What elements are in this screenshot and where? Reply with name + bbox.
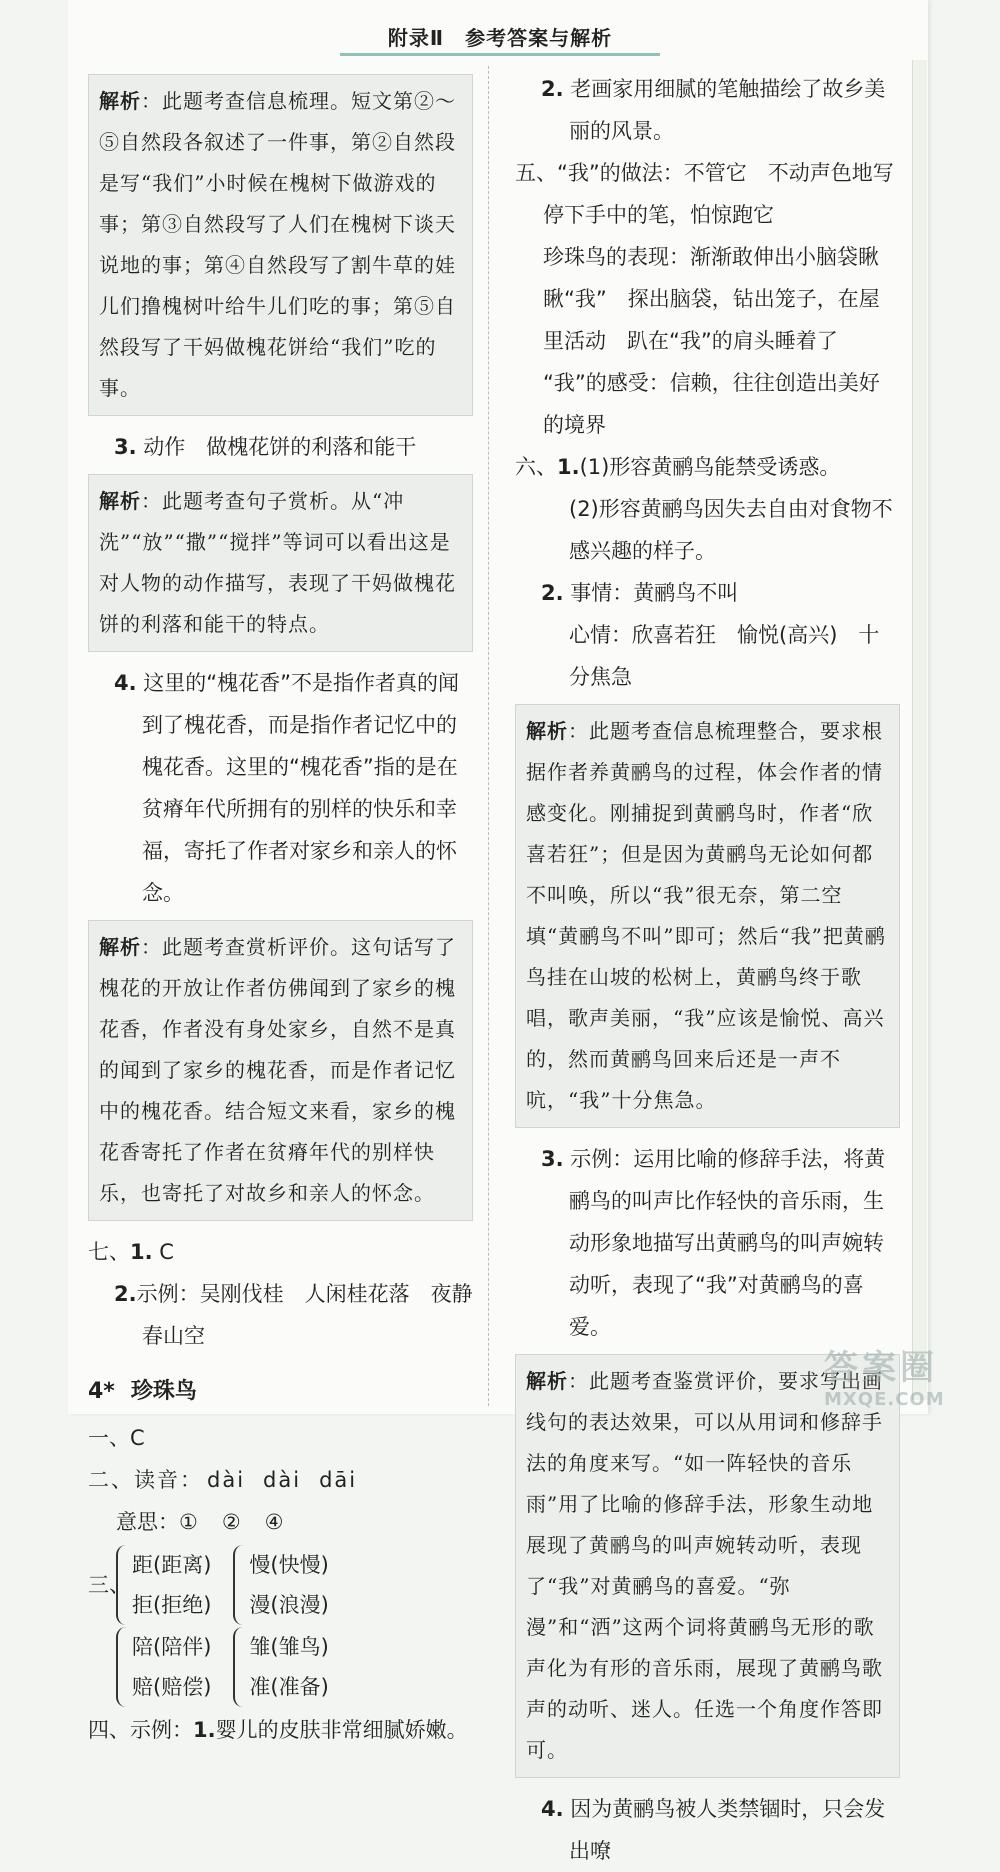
answer-item	[515, 152, 915, 236]
answer-number: 4.	[114, 671, 137, 695]
page-edge	[912, 60, 927, 1400]
section-head: 五、	[515, 161, 557, 185]
answer-text: 示例：运用比喻的修辞手法，将黄鹂鸟的叫声比作轻快的音乐雨，生动形象地描写出黄鹂鸟的叫声婉转动听，表现了“我”对黄鹂鸟的喜爱。	[569, 1147, 886, 1339]
pinyin-value: dài	[207, 1468, 246, 1492]
answer-item	[88, 1459, 473, 1501]
answer-number: 4.	[541, 1797, 564, 1821]
answer-text: 这里的“槐花香”不是指作者真的闻到了槐花香，而是指作者记忆中的槐花香。这里的“槐花香”指的是在贫瘠年代所拥有的别样的快乐和幸福，寄托了作者对家乡和亲人的怀念。	[142, 671, 460, 905]
analysis-label: 解析	[99, 89, 141, 113]
analysis-box	[88, 474, 473, 652]
brace-group	[233, 1545, 328, 1625]
answer-item	[88, 1501, 473, 1543]
answer-text: 因为黄鹂鸟被人类禁锢时，只会发出嘹	[569, 1797, 886, 1863]
answer-number: 2.	[541, 581, 564, 605]
header-title: 附录Ⅱ 参考答案与解析	[387, 26, 613, 50]
section-head: 二、	[88, 1468, 134, 1492]
pinyin-label: 读音：	[134, 1468, 203, 1492]
answer-text: 心情：欣喜若狂 愉悦(高兴) 十分焦急	[569, 623, 880, 689]
lesson-number: 4*	[88, 1379, 115, 1404]
answer-text: 珍珠鸟的表现：渐渐敢伸出小脑袋瞅瞅“我” 探出脑袋，钻出笼子，在屋里活动 趴在“我”的肩头睡着了	[543, 245, 880, 353]
brace-item: 漫(浪漫)	[249, 1593, 329, 1617]
answer-number: 1.	[130, 1240, 153, 1264]
right-column	[515, 68, 915, 1872]
answer-item	[515, 1138, 900, 1348]
analysis-box	[88, 920, 473, 1221]
brace-icon	[233, 1545, 245, 1625]
brace-item: 陪(陪伴)	[132, 1635, 212, 1659]
brace-item: 拒(拒绝)	[132, 1593, 212, 1617]
meaning-value: ①	[179, 1510, 198, 1534]
answer-text: (1)形容黄鹂鸟能禁受诱惑。	[579, 455, 841, 479]
answer-text: “我”的感受：信赖，往往创造出美好的境界	[543, 371, 880, 437]
pinyin-value: dāi	[319, 1468, 358, 1492]
answer-text: C	[130, 1426, 145, 1450]
answer-item	[515, 614, 900, 698]
answer-item	[515, 362, 900, 446]
watermark-logo	[824, 1340, 994, 1410]
brace-group	[116, 1545, 211, 1625]
analysis-label: 解析	[526, 1369, 568, 1393]
lesson-title	[88, 1371, 473, 1413]
page-header	[340, 22, 660, 60]
brace-item: 雏(雏鸟)	[249, 1635, 329, 1659]
answer-item	[88, 426, 473, 468]
analysis-text: ：此题考查句子赏析。从“冲洗”“放”“撒”“搅拌”等词可以看出这是对人物的动作描写，表现了干妈做槐花饼的利落和能干的特点。	[99, 489, 456, 636]
analysis-box	[515, 1354, 900, 1778]
answer-number: 2.	[541, 77, 564, 101]
answer-item	[88, 1709, 473, 1751]
answer-number: 2.	[114, 1282, 137, 1306]
analysis-text: ：此题考查信息梳理整合，要求根据作者养黄鹂鸟的过程，体会作者的情感变化。刚捕捉到黄鹂鸟时，作者“欣喜若狂”；但是因为黄鹂鸟无论如何都不叫唤，所以“我”很无奈，第二空填“黄鹂鸟不叫”即可；然后“我”把黄鹂鸟挂在山坡的松树上，黄鹂鸟终于歌唱，歌声美丽，“我”应该是愉悦、高兴的，然而黄鹂鸟回来后还是一声不吭，“我”十分焦急。	[526, 719, 886, 1112]
answer-item	[88, 662, 473, 914]
answer-item	[88, 1417, 473, 1459]
brace-item: 慢(快慢)	[249, 1553, 329, 1577]
answer-number: 1.	[193, 1718, 216, 1742]
answer-item	[515, 446, 900, 488]
answer-text: 示例：吴刚伐桂 人闲桂花落 夜静春山空	[136, 1282, 473, 1348]
left-column	[88, 68, 473, 1751]
brace-item: 准(准备)	[249, 1675, 329, 1699]
analysis-text: ：此题考查鉴赏评价，要求写出画线句的表达效果，可以从用词和修辞手法的角度来写。“如一阵轻快的音乐雨”用了比喻的修辞手法，形象生动地展现了黄鹂鸟的叫声婉转动听，表现了“我”对黄鹂鸟的喜爱。“弥漫”和“洒”这两个词将黄鹂鸟无形的歌声化为有形的音乐雨，展现了黄鹂鸟歌声的动听、迷人。任选一个角度作答即可。	[526, 1369, 883, 1762]
brace-group	[233, 1627, 328, 1707]
meaning-value: ④	[264, 1510, 284, 1534]
meaning-value: ②	[221, 1510, 241, 1534]
answer-text: “我”的做法：不管它 不动声色地写 停下手中的笔，怕惊跑它	[543, 161, 915, 227]
analysis-box	[515, 704, 900, 1128]
analysis-label: 解析	[99, 935, 141, 959]
answer-item	[515, 572, 900, 614]
brace-item: 赔(赔偿)	[132, 1675, 212, 1699]
answer-number: 3.	[541, 1147, 564, 1171]
brace-row	[88, 1545, 473, 1625]
brace-icon	[116, 1627, 128, 1707]
answer-item	[515, 68, 900, 152]
answer-text: C	[159, 1240, 174, 1264]
analysis-text: ：此题考查信息梳理。短文第②～⑤自然段各叙述了一件事，第②自然段是写“我们”小时候在槐树下做游戏的事；第③自然段写了人们在槐树下谈天说地的事；第④自然段写了割牛草的娃儿们撸槐树叶给牛儿们吃的事；第⑤自然段写了干妈做槐花饼给“我们”吃的事。	[99, 89, 456, 400]
watermark-url: MXQE.COM	[824, 1389, 945, 1410]
analysis-label: 解析	[526, 719, 568, 743]
pinyin-value: dài	[263, 1468, 302, 1492]
answer-item	[88, 1231, 473, 1273]
brace-icon	[233, 1627, 245, 1707]
answer-item	[515, 488, 900, 572]
watermark-seal: 答案圈	[824, 1348, 938, 1388]
analysis-box	[88, 74, 473, 416]
section-head: 一、	[88, 1426, 130, 1450]
answer-text: (2)形容黄鹂鸟因失去自由对食物不感兴趣的样子。	[569, 497, 893, 563]
brace-row	[88, 1627, 473, 1707]
answer-item	[515, 236, 900, 362]
lesson-name: 珍珠鸟	[130, 1379, 197, 1404]
section-head: 六、	[515, 455, 557, 479]
meaning-label: 意思：	[116, 1510, 179, 1534]
brace-group	[116, 1627, 211, 1707]
answer-number: 1.	[557, 455, 580, 479]
brace-item: 距(距离)	[132, 1553, 212, 1577]
header-underline	[340, 53, 660, 56]
answer-text: 示例：	[130, 1718, 193, 1742]
answer-text: 事情：黄鹂鸟不叫	[570, 581, 739, 605]
answer-item	[88, 1273, 473, 1357]
answer-text: 老画家用细腻的笔触描绘了故乡美丽的风景。	[569, 77, 886, 143]
answer-item	[515, 1788, 900, 1872]
section-head: 七、	[88, 1240, 130, 1264]
section-head: 三、	[88, 1573, 130, 1597]
column-divider	[488, 66, 489, 1406]
analysis-label: 解析	[99, 489, 141, 513]
section-head: 四、	[88, 1718, 130, 1742]
analysis-text: ：此题考查赏析评价。这句话写了槐花的开放让作者仿佛闻到了家乡的槐花香，作者没有身处家乡，自然不是真的闻到了家乡的槐花香，而是作者记忆中的槐花香。结合短文来看，家乡的槐花香寄托了作者在贫瘠年代的别样快乐，也寄托了对故乡和亲人的怀念。	[99, 935, 456, 1205]
answer-text: 婴儿的皮肤非常细腻娇嫩。	[215, 1718, 468, 1742]
answer-text: 动作 做槐花饼的利落和能干	[143, 435, 417, 459]
brace-icon	[116, 1545, 128, 1625]
answer-number: 3.	[114, 435, 137, 459]
